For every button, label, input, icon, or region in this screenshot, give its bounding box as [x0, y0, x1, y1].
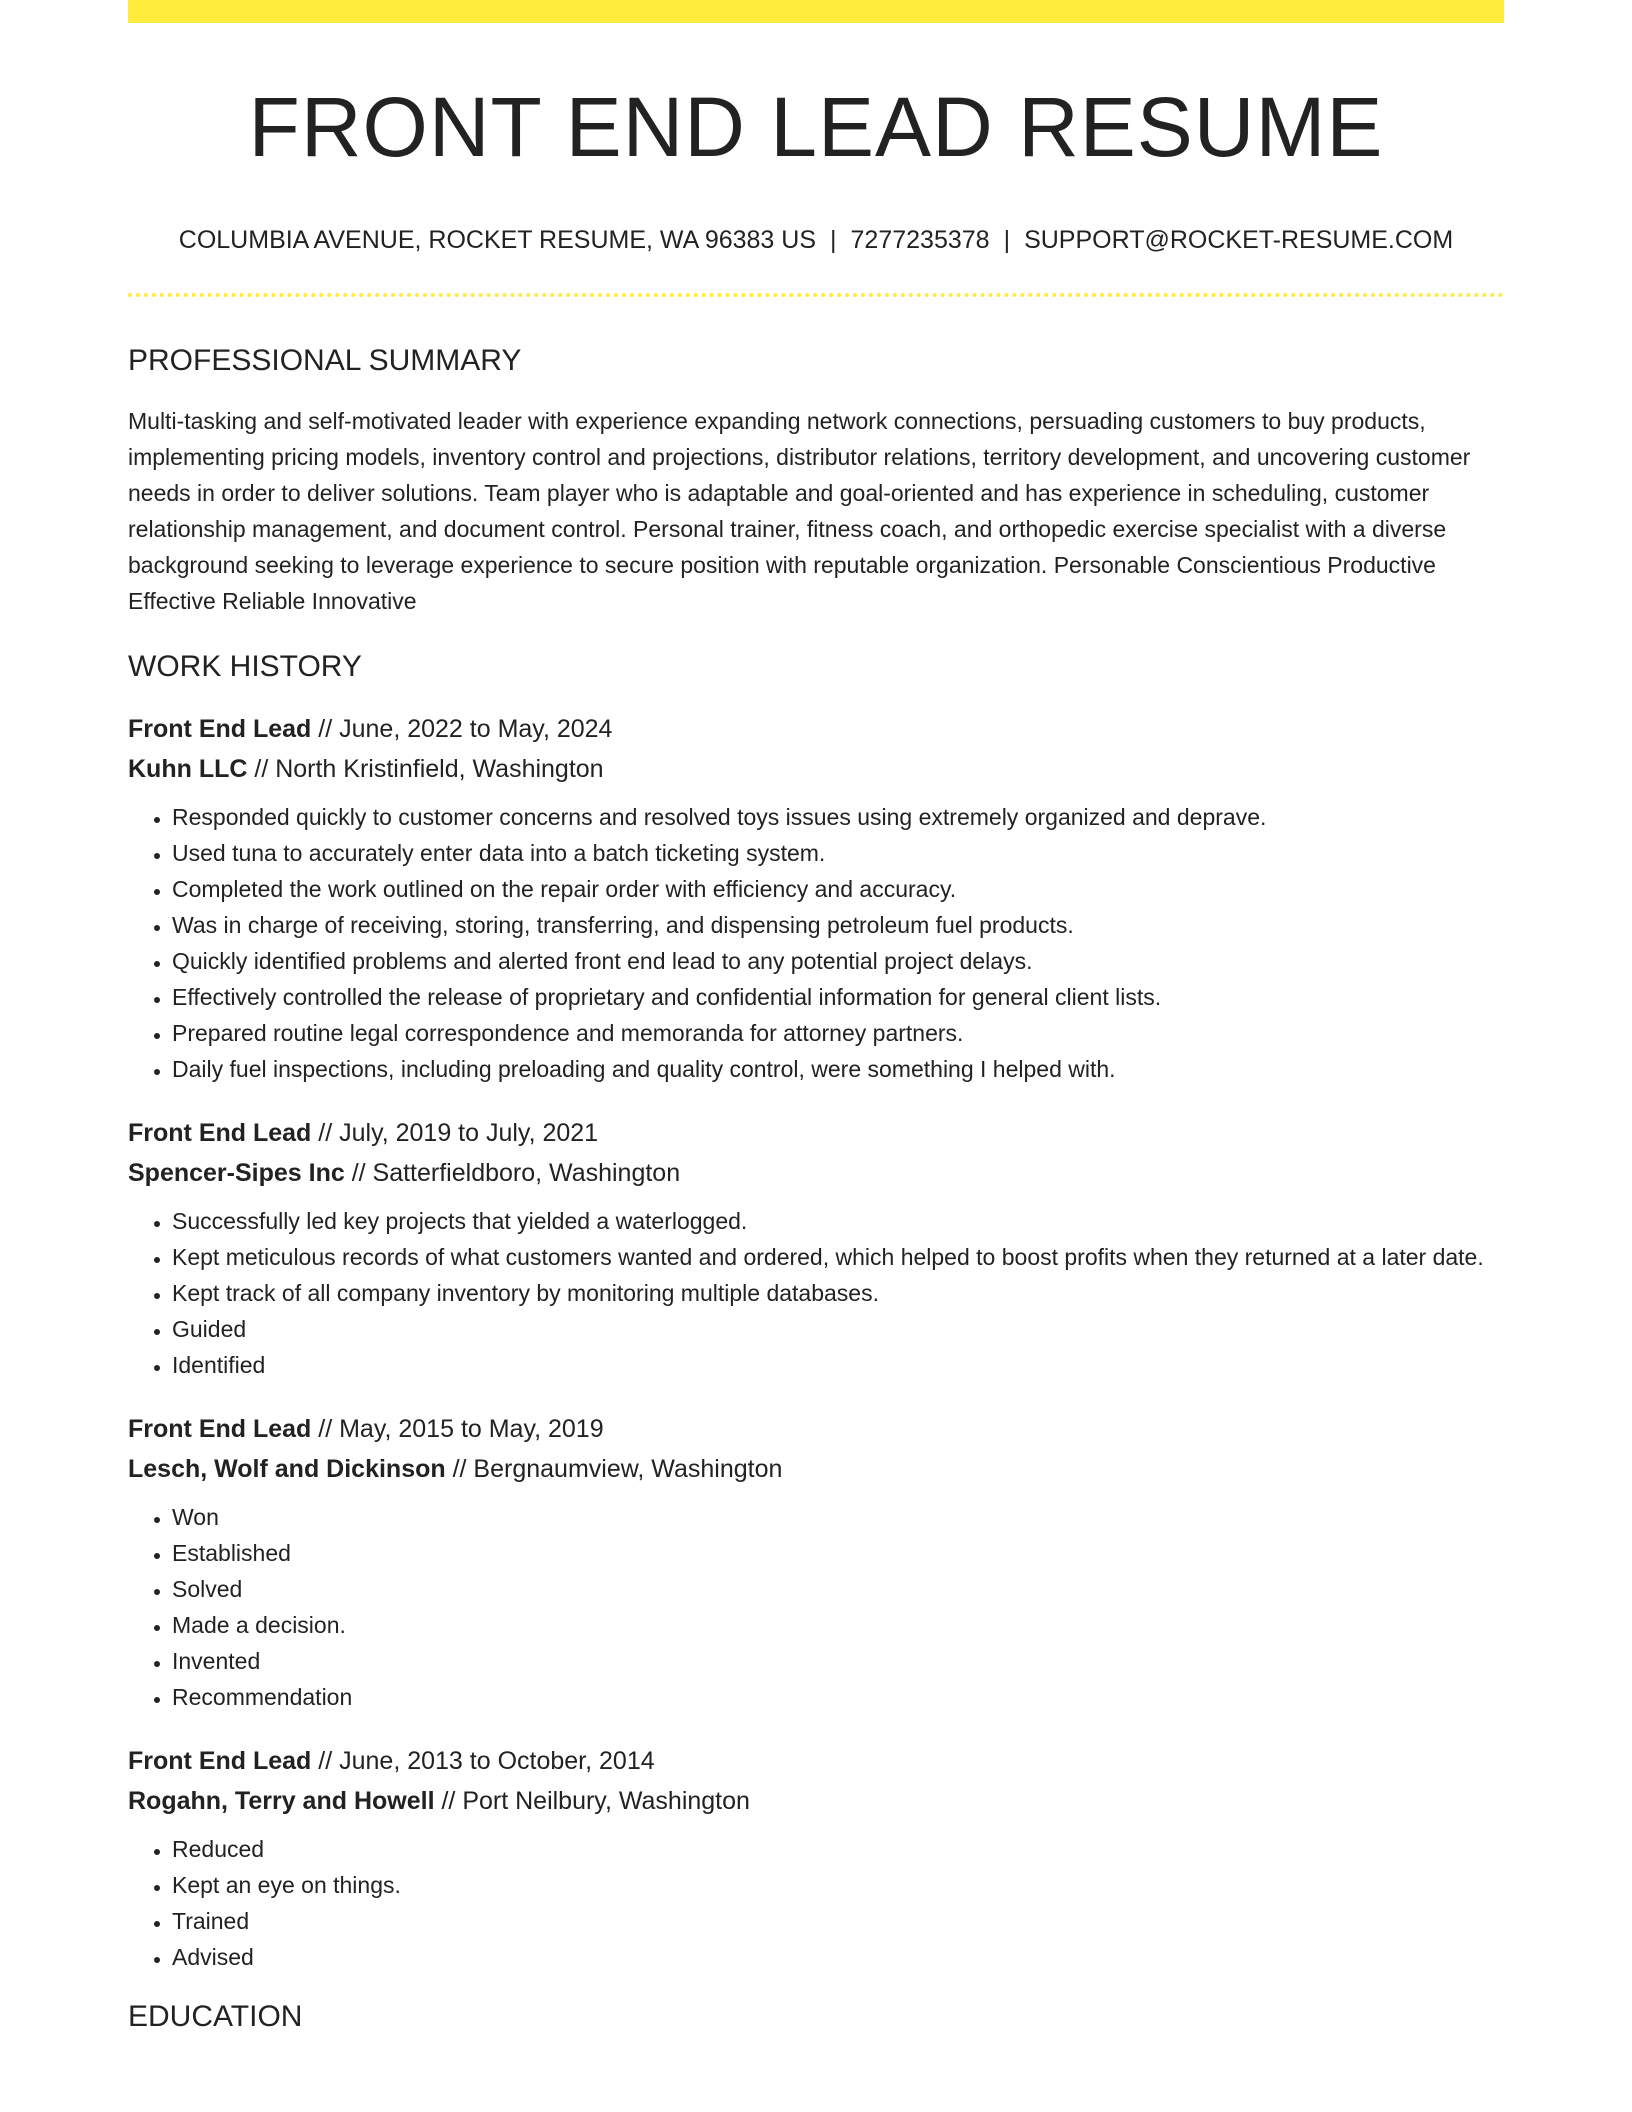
job-bullet: • Responded quickly to customer concerns and resolved toys issues using extremely organized and deprave.	[172, 799, 1504, 835]
work-history-heading: WORK HISTORY	[128, 650, 362, 683]
contact-separator: |	[830, 226, 837, 254]
summary-heading: PROFESSIONAL SUMMARY	[128, 344, 522, 377]
resume-title: FRONT END LEAD RESUME	[248, 80, 1384, 174]
job-location: // Bergnaumview, Washington	[445, 1455, 783, 1483]
job-bullet: • Prepared routine legal correspondence and memoranda for attorney partners.	[172, 1015, 1504, 1051]
job-bullet: • Identified	[172, 1347, 1504, 1383]
job-bullet: • Invented	[172, 1643, 1504, 1679]
job-bullet: • Guided	[172, 1311, 1504, 1347]
contact-line	[128, 225, 1504, 255]
job-bullet: • Kept track of all company inventory by monitoring multiple databases.	[172, 1275, 1504, 1311]
job-bullets	[128, 799, 1504, 1087]
job-dates: // May, 2015 to May, 2019	[311, 1415, 604, 1443]
job-company-line	[128, 1153, 1504, 1193]
job-role-line	[128, 1409, 1504, 1449]
contact-address: COLUMBIA AVENUE, ROCKET RESUME, WA 96383 US	[178, 226, 817, 254]
job-role: Front End Lead	[128, 715, 312, 743]
job-bullet: • Recommendation	[172, 1679, 1504, 1715]
job-role-line	[128, 709, 1504, 749]
job-bullet: • Was in charge of receiving, storing, transferring, and dispensing petroleum fuel products.	[172, 907, 1504, 943]
job-company: Kuhn LLC	[128, 755, 248, 783]
job-bullet: • Advised	[172, 1939, 1504, 1975]
job-bullet: • Successfully led key projects that yielded a waterlogged.	[172, 1203, 1504, 1239]
job-role: Front End Lead	[128, 1747, 312, 1775]
job-company: Rogahn, Terry and Howell	[128, 1787, 435, 1815]
job-bullet: • Trained	[172, 1903, 1504, 1939]
job-bullets	[128, 1203, 1504, 1383]
job-bullet: • Quickly identified problems and alerted front end lead to any potential project delays.	[172, 943, 1504, 979]
job-company-line	[128, 1781, 1504, 1821]
job-bullet: • Won	[172, 1499, 1504, 1535]
job-role-line	[128, 1113, 1504, 1153]
job-bullet: • Daily fuel inspections, including preloading and quality control, were something I helped with.	[172, 1051, 1504, 1087]
job-bullet: • Kept meticulous records of what customers wanted and ordered, which helped to boost profits when they returned at a later date.	[172, 1239, 1504, 1275]
summary-text: Multi-tasking and self-motivated leader with experience expanding network connections, persuading customers to buy products, implementing pricing models, inventory control and projections, distributor relations, territory development, and uncovering customer needs in order to deliver solutions. Team player who is adaptable and goal-oriented and has experience in scheduling, customer relationship management, and document control. Personal trainer, fitness coach, and orthopedic exercise specialist with a diverse background seeking to leverage experience to secure position with reputable organization. Personable Conscientious Productive Effective Reliable Innovative	[128, 408, 1471, 614]
job-bullet: • Reduced	[172, 1831, 1504, 1867]
job-bullet: • Solved	[172, 1571, 1504, 1607]
job-location: // Port Neilbury, Washington	[434, 1787, 750, 1815]
job-bullet: • Completed the work outlined on the repair order with efficiency and accuracy.	[172, 871, 1504, 907]
job-role: Front End Lead	[128, 1415, 312, 1443]
job-entry	[128, 1113, 1504, 1383]
job-entry	[128, 1741, 1504, 1975]
job-dates: // June, 2013 to October, 2014	[311, 1747, 655, 1775]
accent-top-bar	[128, 0, 1504, 23]
job-bullet: • Used tuna to accurately enter data into a batch ticketing system.	[172, 835, 1504, 871]
job-company-line	[128, 1449, 1504, 1489]
job-dates: // July, 2019 to July, 2021	[311, 1119, 599, 1147]
job-bullet: • Established	[172, 1535, 1504, 1571]
job-bullet: • Kept an eye on things.	[172, 1867, 1504, 1903]
contact-phone: 7277235378	[850, 226, 990, 254]
resume-page	[128, 0, 1504, 2035]
job-entry	[128, 1409, 1504, 1715]
job-bullet: • Made a decision.	[172, 1607, 1504, 1643]
job-bullet: • Effectively controlled the release of proprietary and confidential information for general client lists.	[172, 979, 1504, 1015]
job-dates: // June, 2022 to May, 2024	[311, 715, 613, 743]
job-location: // North Kristinfield, Washington	[247, 755, 604, 783]
contact-email: SUPPORT@ROCKET-RESUME.COM	[1024, 226, 1454, 254]
job-company: Lesch, Wolf and Dickinson	[128, 1455, 446, 1483]
contact-separator: |	[1003, 226, 1011, 254]
job-role: Front End Lead	[128, 1119, 312, 1147]
work-history-list	[128, 709, 1504, 1975]
job-company-line	[128, 749, 1504, 789]
dotted-divider	[128, 293, 1504, 297]
job-entry	[128, 709, 1504, 1087]
education-heading: EDUCATION	[128, 2000, 303, 2033]
job-location: // Satterfieldboro, Washington	[344, 1159, 681, 1187]
job-bullets	[128, 1831, 1504, 1975]
job-bullets	[128, 1499, 1504, 1715]
job-company: Spencer-Sipes Inc	[128, 1159, 345, 1187]
job-role-line	[128, 1741, 1504, 1781]
